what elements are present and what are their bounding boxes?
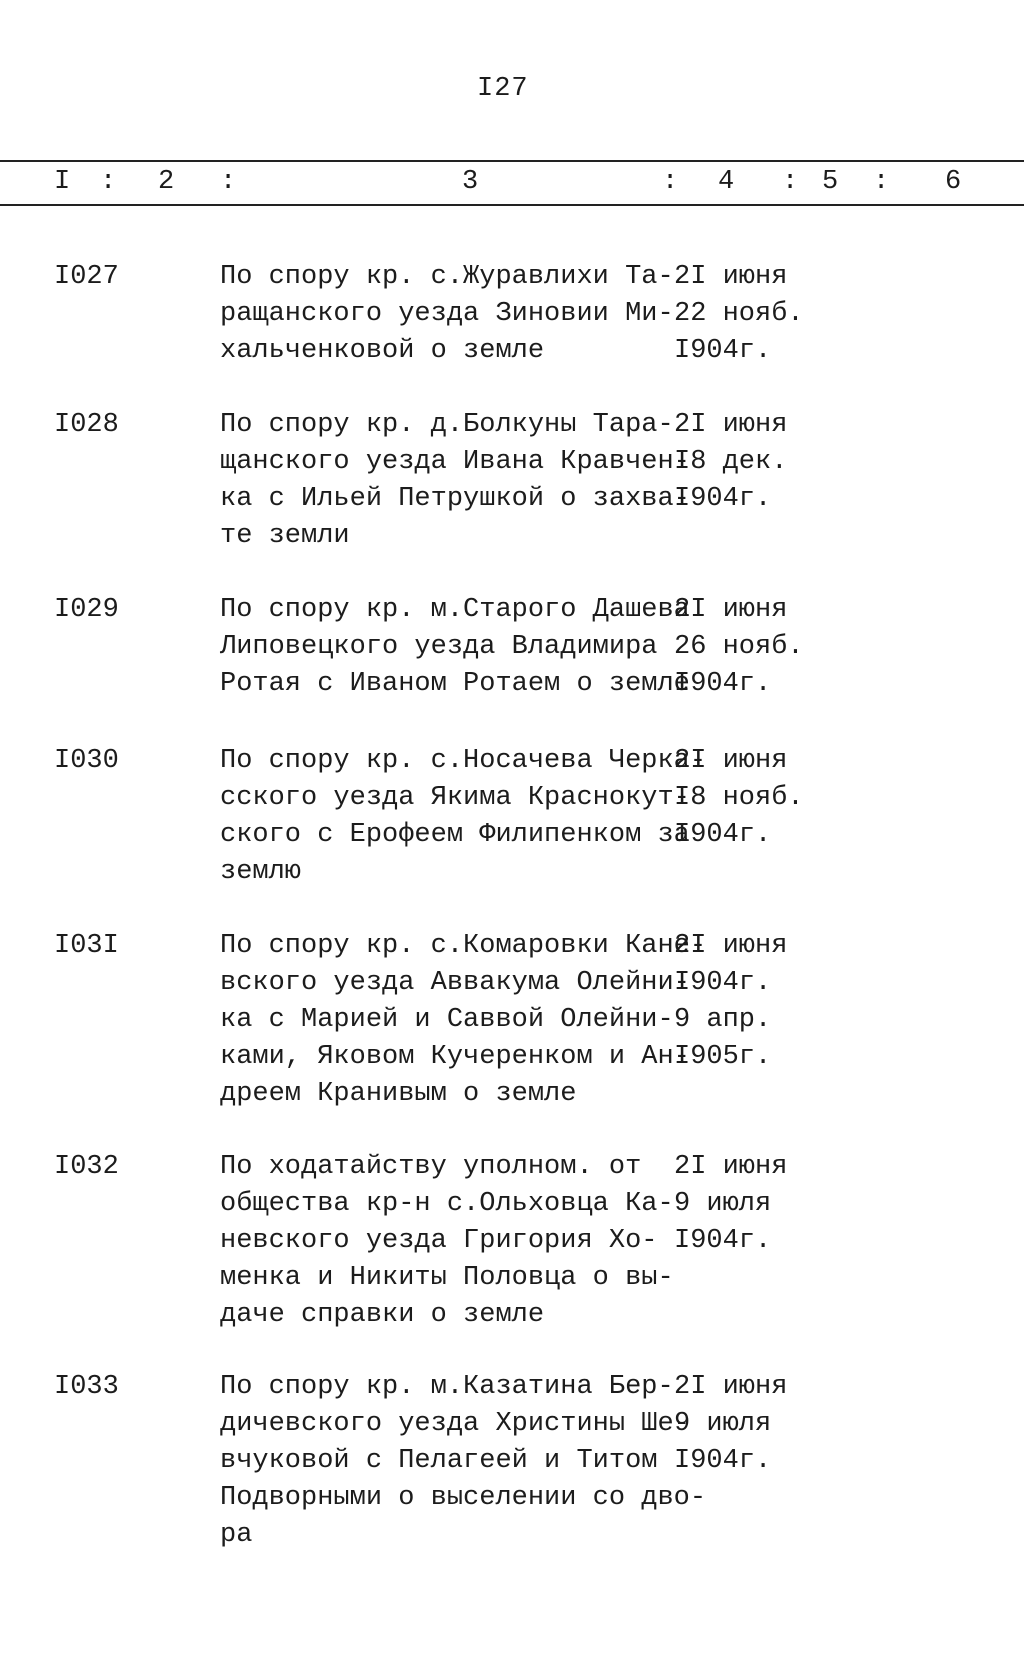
column-header-2: 2 <box>158 167 175 197</box>
entry-text-line: По спору кр. д.Болкуны Тара- <box>220 410 674 440</box>
entry-description <box>220 1149 680 1334</box>
entry-text-line: сского уезда Якима Краснокут- <box>220 783 690 813</box>
entry-description <box>220 407 690 555</box>
entry-description <box>220 928 707 1113</box>
entry-text-line: Ротая с Иваном Ротаем о земле <box>220 669 690 699</box>
entry-date: I904г. <box>674 1446 772 1476</box>
entry-text-line: ского с Ерофеем Филипенком за <box>220 820 690 850</box>
entry-date: I8 дек. <box>674 447 788 477</box>
entry-text-line: ра <box>220 1520 253 1550</box>
entry-text-line: По спору кр. м.Старого Дашева <box>220 595 690 625</box>
entry-text-line: щанского уезда Ивана Кравчен- <box>220 447 690 477</box>
header-bottom-rule <box>0 204 1024 206</box>
entry-dates <box>674 928 824 1076</box>
entry-text-line: хальченковой о земле <box>220 336 545 366</box>
entry-dates <box>674 1369 824 1480</box>
column-header-4: 4 <box>718 167 735 197</box>
entry-date: 2I июня <box>674 1152 788 1182</box>
entry-description <box>220 743 707 891</box>
column-separator: : <box>100 167 117 197</box>
entry-text-line: даче справки о земле <box>220 1300 545 1330</box>
entry-dates <box>674 592 824 703</box>
entry-dates <box>674 407 824 518</box>
entry-date: 2I июня <box>674 262 788 292</box>
entry-date: I904г. <box>674 820 772 850</box>
entry-text-line: По спору кр. с.Журавлихи Та- <box>220 262 674 292</box>
entry-text-line: дреем Кранивым о земле <box>220 1079 577 1109</box>
entry-date: I904г. <box>674 968 772 998</box>
entry-text-line: землю <box>220 857 302 887</box>
entry-text-line: Липовецкого уезда Владимира <box>220 632 658 662</box>
entry-number: I030 <box>54 746 119 776</box>
column-header-6: 6 <box>945 167 962 197</box>
entry-date: 2I июня <box>674 410 788 440</box>
entry-text-line: По ходатайству уполном. от <box>220 1152 642 1182</box>
entry-text-line: ка с Марией и Саввой Олейни- <box>220 1005 674 1035</box>
entry-date: 26 нояб. <box>674 632 804 662</box>
entry-text-line: ками, Яковом Кучеренком и Ан- <box>220 1042 690 1072</box>
entry-text-line: общества кр-н с.Ольховца Ка- <box>220 1189 674 1219</box>
entry-date: I905г. <box>674 1042 772 1072</box>
entry-text-line: невского уезда Григория Хо- <box>220 1226 658 1256</box>
column-header-1: I <box>54 167 71 197</box>
column-separator: : <box>662 167 679 197</box>
entry-date: 2I июня <box>674 1372 788 1402</box>
entry-dates <box>674 743 824 854</box>
entry-text-line: менка и Никиты Половца о вы- <box>220 1263 674 1293</box>
column-separator: : <box>782 167 799 197</box>
entry-text-line: По спору кр. с.Носачева Черка- <box>220 746 707 776</box>
entry-text-line: ка с Ильей Петрушкой о захва- <box>220 484 690 514</box>
entry-date: I8 нояб. <box>674 783 804 813</box>
entry-text-line: дичевского уезда Христины Ше- <box>220 1409 690 1439</box>
column-separator: : <box>873 167 890 197</box>
entry-date: 2I июня <box>674 931 788 961</box>
entry-number: I027 <box>54 262 119 292</box>
column-header-5: 5 <box>822 167 839 197</box>
entry-dates <box>674 1149 824 1260</box>
entry-number: I033 <box>54 1372 119 1402</box>
entry-date: 2I июня <box>674 595 788 625</box>
entry-date: I904г. <box>674 484 772 514</box>
entry-date: 9 июля <box>674 1189 772 1219</box>
entry-number: I032 <box>54 1152 119 1182</box>
entry-text-line: вского уезда Аввакума Олейни- <box>220 968 690 998</box>
page-number: I27 <box>477 74 529 104</box>
column-header-3: 3 <box>462 167 479 197</box>
header-top-rule <box>0 160 1024 162</box>
entry-date: 2I июня <box>674 746 788 776</box>
entry-number: I03I <box>54 931 119 961</box>
entry-text-line: По спору кр. м.Казатина Бер- <box>220 1372 674 1402</box>
entry-date: I904г. <box>674 669 772 699</box>
entry-description <box>220 592 690 703</box>
entry-date: 22 нояб. <box>674 299 804 329</box>
entry-dates <box>674 259 824 370</box>
entry-number: I029 <box>54 595 119 625</box>
entry-text-line: ращанского уезда Зиновии Ми- <box>220 299 674 329</box>
entry-text-line: По спору кр. с.Комаровки Кане- <box>220 931 707 961</box>
entry-description <box>220 1369 707 1554</box>
entry-date: 9 июля <box>674 1409 772 1439</box>
entry-description <box>220 259 680 370</box>
column-separator: : <box>220 167 237 197</box>
entry-text-line: вчуковой с Пелагеей и Титом <box>220 1446 658 1476</box>
entry-text-line: Подворными о выселении со дво- <box>220 1483 707 1513</box>
entry-number: I028 <box>54 410 119 440</box>
entry-text-line: те земли <box>220 521 350 551</box>
entry-date: I904г. <box>674 1226 772 1256</box>
entry-date: 9 апр. <box>674 1005 772 1035</box>
entry-date: I904г. <box>674 336 772 366</box>
